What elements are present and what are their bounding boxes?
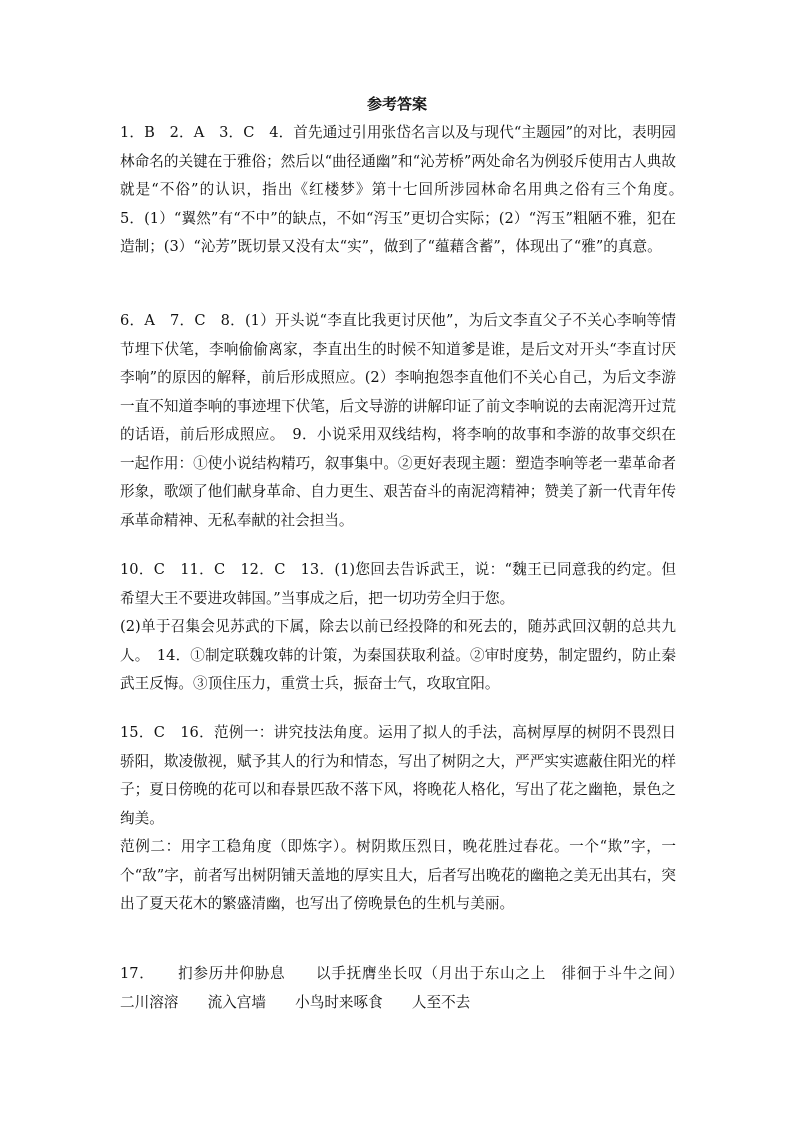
answer-section-4 [120, 719, 676, 919]
answer-paragraph: 10．C 11．C 12．C 13．(1)您回去告诉武王，说：“魏王已同意我的约定。但希望大王不要进攻韩国。”当事成之后，把一切功劳全归于您。 [120, 561, 676, 607]
answer-section-5 [120, 960, 706, 1017]
answer-section-2 [120, 307, 676, 535]
answer-section-3 [120, 556, 676, 699]
page-title: 参考答案 [366, 95, 427, 113]
answer-section-1 [120, 119, 691, 262]
answer-paragraph: 6．A 7．C 8．(1）开头说“李直比我更讨厌他”，为后文李直父子不关心李响等情节埋下伏笔，李响偷偷离家，李直出生的时候不知道爹是谁，是后文对开头“李直讨厌李响”的原因的解释，前后形成照应。(2）李响抱怨李直他们不关心自己，为后文李游一直不知道李响的事迹埋下伏笔，后文导游的讲解印证了前文李响说的去南泥湾开过荒的话语，前后形成照应。 9．小说采用双线结构，将李响的故事和李游的故事交织在一起作用：①使小说结构精巧，叙事集中。②更好表现主题：塑造李响等老一辈革命者形象，歌颂了他们献身革命、自力更生、艰苦奋斗的南泥湾精神；赞美了新一代青年传承革命精神、无私奉献的社会担当。 [120, 312, 676, 529]
answer-paragraph: 17． 扪参历井仰胁息 以手抚膺坐长叹（月出于东山之上 徘徊于斗牛之间） 二川溶溶 流入宫墙 小鸟时来啄食 人至不去 [120, 965, 706, 1011]
answer-paragraph: (2)单于召集会见苏武的下属，除去以前已经投降的和死去的，随苏武回汉朝的总共九人。 14．①制定联魏攻韩的计策，为秦国获取利益。②审时度势，制定盟约，防止秦武王反悔。③顶住压力，重赏士兵，振奋士气，攻取宜阳。 [120, 618, 676, 692]
answer-paragraph: 1．B 2．A 3．C 4．首先通过引用张岱名言以及与现代“主题园”的对比，表明园林命名的关键在于雅俗；然后以“曲径通幽”和“沁芳桥”两处命名为例驳斥使用古人典故就是“不俗”的认识，指出《红楼梦》第十七回所涉园林命名用典之俗有三个角度。 5．(1）“翼然”有“不中”的缺点，不如“泻玉”更切合实际；(2）“泻玉”粗陋不雅，犯在造制；(3）“沁芳”既切景又没有太“实”，做到了“蕴藉含蓄”，体现出了“雅”的真意。 [120, 124, 691, 255]
answer-paragraph: 15．C 16．范例一：讲究技法角度。运用了拟人的手法，高树厚厚的树阴不畏烈日骄阳，欺凌傲视，赋予其人的行为和情态，写出了树阴之大，严严实实遮蔽住阳光的样子；夏日傍晚的花可以和春景匹敌不落下风，将晚花人格化，写出了花之幽艳，景色之绚美。 [120, 724, 676, 827]
answer-paragraph: 范例二：用字工稳角度（即炼字）。树阴欺压烈日，晚花胜过春花。一个“欺”字，一个“敌”字，前者写出树阴铺天盖地的厚实且大，后者写出晚花的幽艳之美无出其右，突出了夏天花木的繁盛清幽，也写出了傍晚景色的生机与美丽。 [120, 838, 676, 912]
